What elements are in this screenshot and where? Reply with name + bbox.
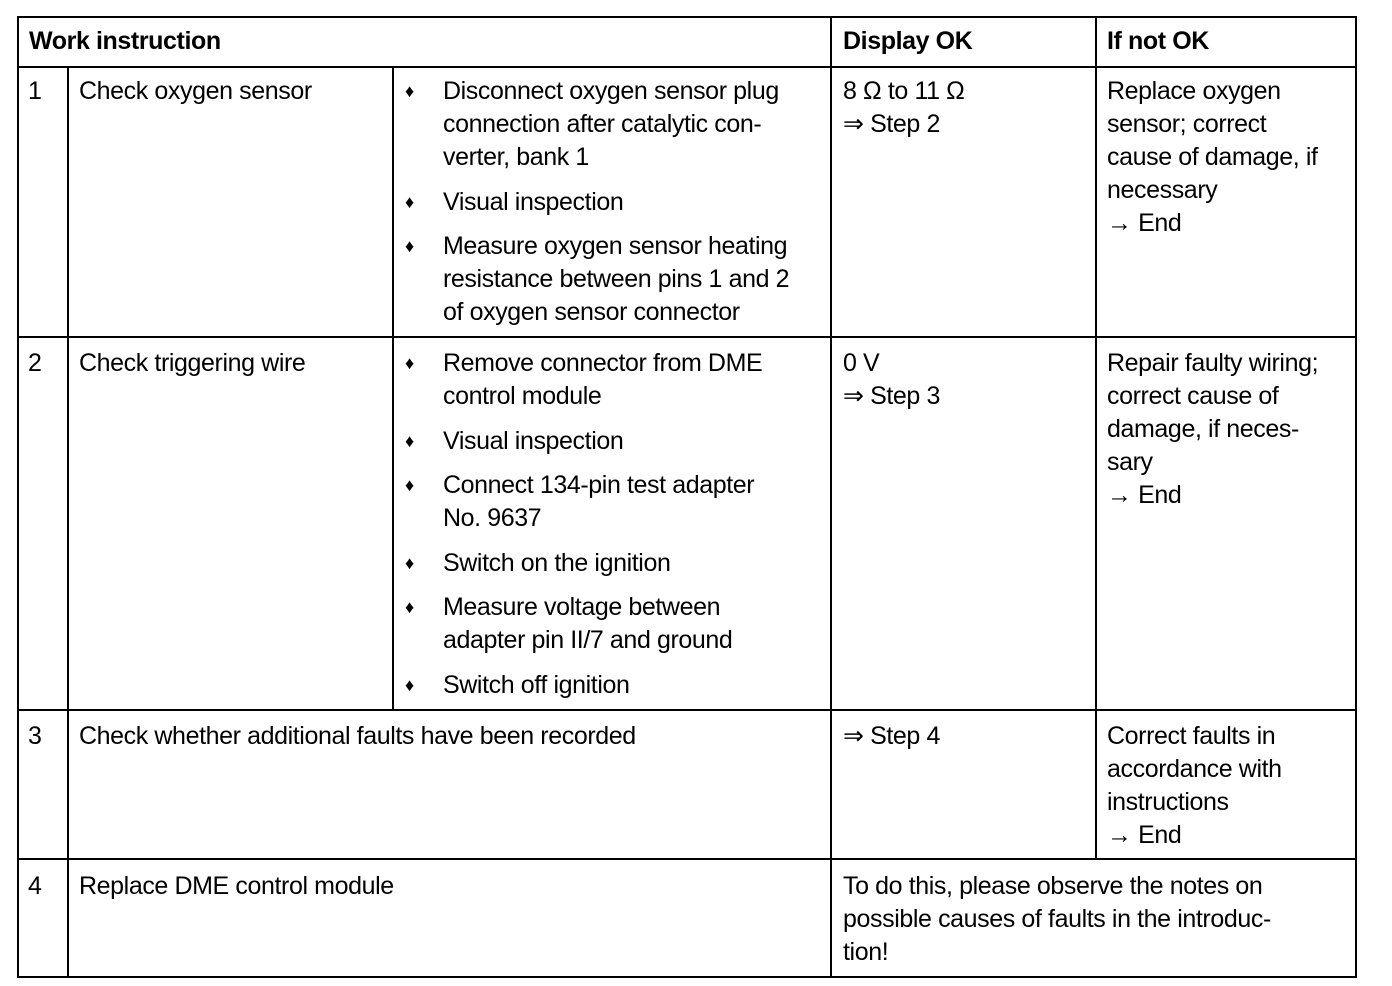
step-title: Check triggering wire (79, 349, 306, 377)
table-border-left (17, 16, 19, 978)
bullet-icon: ♦ (405, 475, 414, 495)
bullet-icon: ♦ (405, 81, 414, 101)
bullet-icon: ♦ (405, 675, 414, 695)
step-title: Replace DME control module (79, 872, 394, 900)
step-note: To do this, please observe the notes on possible causes of faults in the introduc- tion! (843, 872, 1271, 966)
row-divider (17, 336, 1357, 338)
step-number: 3 (28, 722, 42, 750)
if-not-ok-value: Replace oxygen sensor; correct cause of damage, if necessary → End (1107, 77, 1318, 237)
header-display-ok: Display OK (843, 27, 973, 55)
table-border-right (1355, 16, 1357, 978)
display-ok-value: 0 V ⇒ Step 3 (843, 349, 940, 410)
if-not-ok-value: Repair faulty wiring; correct cause of damage, if neces- sary → End (1107, 349, 1319, 509)
row-divider (17, 709, 1357, 711)
step-title: Check oxygen sensor (79, 77, 312, 105)
display-ok-value: ⇒ Step 4 (843, 722, 940, 750)
table-border-bottom (17, 976, 1357, 978)
step-number: 2 (28, 349, 42, 377)
step-number: 1 (28, 77, 42, 105)
col-divider (67, 66, 69, 978)
display-ok-value: 8 Ω to 11 Ω ⇒ Step 2 (843, 77, 965, 138)
header-if-not-ok: If not OK (1107, 27, 1209, 55)
table-border-top (17, 16, 1357, 18)
bullet-icon: ♦ (405, 353, 414, 373)
bullet-icon: ♦ (405, 236, 414, 256)
step-title: Check whether additional faults have been recorded (79, 722, 636, 750)
bullet-icon: ♦ (405, 553, 414, 573)
step-number: 4 (28, 872, 42, 900)
if-not-ok-value: Correct faults in accordance with instructions → End (1107, 722, 1282, 849)
row-divider (17, 66, 1357, 68)
bullet-icon: ♦ (405, 192, 414, 212)
bullet-icon: ♦ (405, 431, 414, 451)
col-divider (392, 66, 394, 711)
header-work-instruction: Work instruction (29, 27, 221, 55)
col-divider (1095, 16, 1097, 860)
bullet-icon: ♦ (405, 597, 414, 617)
row-divider (17, 858, 1357, 860)
